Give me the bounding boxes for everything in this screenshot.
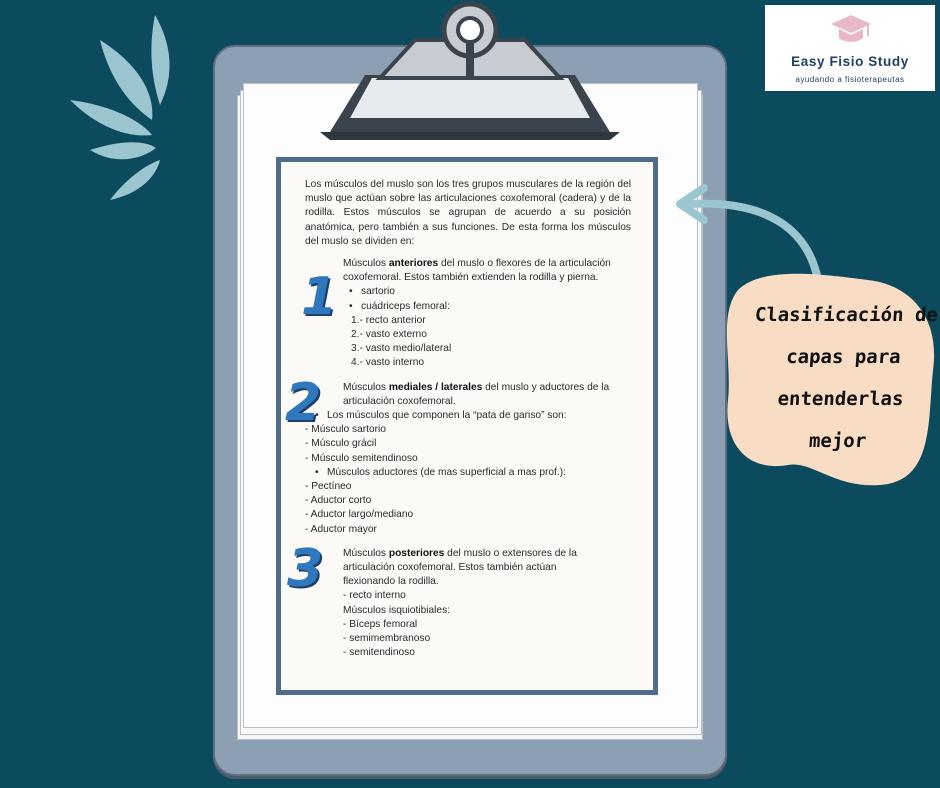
section-number-3: 3 <box>287 538 324 599</box>
section-medial <box>285 372 631 537</box>
list-item: - Músculo grácil <box>305 438 377 450</box>
list-item: - semitendinoso <box>343 647 415 659</box>
callout-line: mejor <box>808 430 867 452</box>
section-text-line: coxofemoral. Estos también extienden la rodilla y pierna. <box>343 272 599 284</box>
section-posterior <box>287 538 631 661</box>
list-item: - Aductor largo/mediano <box>305 509 414 521</box>
intro-paragraph: Los músculos del muslo son los tres grupos musculares de la región del muslo que actúan sobre las articulaciones coxofemoral (cadera) y de la rodilla. Estos músculos se agrupan de acuerdo a su posición anatómica, pero también a sus funciones. De esta forma los músculos del muslo se dividen en: <box>305 179 631 247</box>
bullet-item: • cuádriceps femoral: <box>343 300 631 314</box>
bullet-item: • Músculos aductores (de mas superficial a mas prof.): <box>305 466 631 480</box>
logo-subtitle: ayudando a fisioterapeutas <box>795 75 905 84</box>
list-item: - Músculo sartorio <box>305 424 386 436</box>
callout-line: capas para <box>785 346 902 368</box>
list-item: - Pectíneo <box>305 481 352 493</box>
section-number-1: 1 <box>301 267 338 328</box>
sub-item: 2.- vasto externo <box>351 329 427 341</box>
section-number-2: 2 <box>285 372 322 433</box>
graduation-cap-icon <box>829 11 873 49</box>
decorative-rays <box>60 10 220 220</box>
list-item: - recto interno <box>343 590 406 602</box>
section-lead: Músculos anteriores del muslo o flexores de la articulación <box>343 258 611 270</box>
logo-title: Easy Fisio Study <box>791 54 909 69</box>
list-item: - semimembranoso <box>343 633 431 645</box>
list-item: - Músculo semitendinoso <box>305 452 418 464</box>
section-text-line: flexionando la rodilla. <box>343 576 439 588</box>
section-text-line: articulación coxofemoral. <box>343 395 456 407</box>
clipboard-clip-icon <box>320 0 620 145</box>
list-item: - Aductor mayor <box>305 523 377 535</box>
section-lead: Músculos posteriores del muslo o extensores de la <box>343 547 577 559</box>
list-item: Músculos isquiotibiales: <box>343 604 451 616</box>
document-card <box>276 157 658 695</box>
section-text-line: articulación coxofemoral. Estos también actúan <box>343 562 557 574</box>
section-anterior <box>301 257 631 371</box>
brand-logo <box>765 5 935 91</box>
callout-text <box>742 294 940 462</box>
list-item: - Aductor corto <box>305 495 372 507</box>
bullet-item: • sartorio <box>343 285 631 299</box>
section-lead: Músculos mediales / laterales del muslo y aductores de la <box>343 381 610 393</box>
sub-item: 1.- recto anterior <box>351 314 426 326</box>
sub-item: 3.- vasto medio/lateral <box>351 343 452 355</box>
callout-line: Clasificación de <box>754 304 939 326</box>
callout-line: entenderlas <box>776 388 905 410</box>
list-item: - Bíceps femoral <box>343 618 418 630</box>
sub-item: 4.- vasto interno <box>351 357 425 369</box>
bullet-item: • Los músculos que componen la “pata de ganso” son: <box>305 409 631 423</box>
